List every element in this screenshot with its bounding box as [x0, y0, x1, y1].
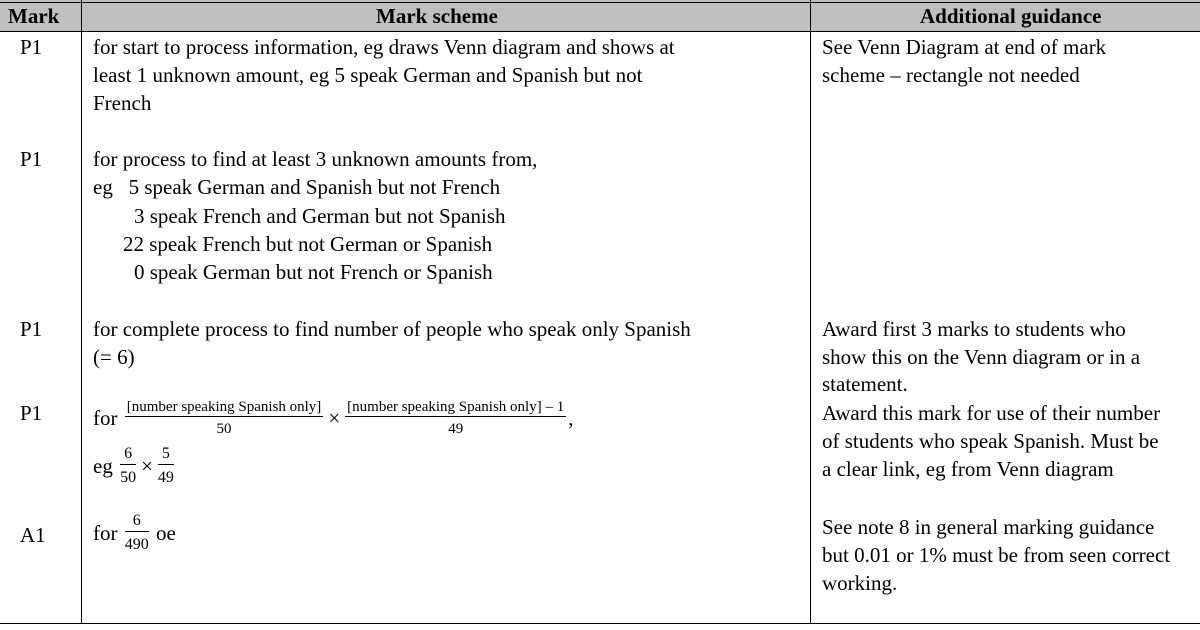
fraction-numerator: [number speaking Spanish only] – 1: [347, 399, 565, 415]
scheme-line: 3 speak French and German but not Spanish: [134, 204, 506, 228]
guidance-line: See note 8 in general marking guidance: [822, 515, 1155, 539]
scheme-line: French: [93, 91, 152, 115]
scheme-line: least 1 unknown amount, eg 5 speak German and Spanish but not: [93, 63, 643, 87]
scheme-line: 0 speak German but not French or Spanish: [134, 260, 493, 284]
scheme-line: 22 speak French but not German or Spanish: [123, 232, 493, 256]
fraction-numerator: [number speaking Spanish only]: [126, 399, 322, 415]
mark-code: A1: [20, 523, 46, 547]
mark-code: P1: [20, 401, 43, 425]
guidance-line: statement.: [822, 372, 908, 396]
fraction-spanish-minus-one-over-49: [345, 398, 566, 439]
probability-expression: [93, 398, 573, 439]
scheme-line: eg 5 speak German and Spanish but not French: [93, 175, 501, 199]
for-word: for: [93, 521, 118, 545]
fraction-denominator: 50: [216, 421, 232, 437]
for-word: for: [93, 406, 118, 430]
times-sign: ×: [328, 406, 341, 430]
guidance-line: See Venn Diagram at end of mark: [822, 35, 1107, 59]
fraction-denominator: 490: [124, 536, 149, 553]
guidance-line: of students who speak Spanish. Must be: [822, 429, 1159, 453]
guidance-line: but 0.01 or 1% must be from seen correct: [822, 543, 1171, 567]
times-sign: ×: [141, 454, 153, 478]
fraction-numerator: 6: [120, 444, 136, 465]
header-additional-guidance: Additional guidance: [920, 4, 1102, 28]
example-expression: [93, 444, 176, 489]
mark-code: P1: [20, 317, 43, 341]
scheme-line: for process to find at least 3 unknown amounts from,: [93, 147, 538, 171]
guidance-line: show this on the Venn diagram or in a: [822, 345, 1141, 369]
scheme-line: (= 6): [93, 345, 135, 369]
fraction-denominator: 49: [448, 421, 464, 437]
fraction-spanish-over-50: [125, 398, 324, 439]
header-mark-scheme: Mark scheme: [376, 4, 498, 28]
fraction-5-over-49: [158, 444, 174, 489]
fraction-numerator: 6: [125, 511, 149, 532]
fraction-denominator: 50: [120, 469, 137, 486]
header-mark: Mark: [8, 4, 60, 28]
mark-code: P1: [20, 35, 43, 59]
column-divider-guidance: [810, 0, 811, 624]
column-divider-mark: [81, 0, 82, 624]
final-answer-expression: [93, 511, 176, 556]
header-bottom-border: [0, 31, 1200, 32]
mark-code: P1: [20, 147, 43, 171]
guidance-line: working.: [822, 571, 898, 595]
oe-suffix: oe: [156, 521, 176, 545]
fraction-6-over-490: [125, 511, 149, 556]
comma: ,: [568, 406, 574, 430]
fraction-numerator: 5: [158, 444, 174, 465]
eg-word: eg: [93, 454, 113, 478]
table-bottom-border: [0, 623, 1200, 624]
guidance-line: scheme – rectangle not needed: [822, 63, 1080, 87]
guidance-line: a clear link, eg from Venn diagram: [822, 457, 1114, 481]
fraction-denominator: 49: [157, 469, 174, 486]
scheme-line: for start to process information, eg draws Venn diagram and shows at: [93, 35, 675, 59]
guidance-line: Award first 3 marks to students who: [822, 317, 1126, 341]
scheme-line: for complete process to find number of people who speak only Spanish: [93, 317, 691, 341]
guidance-line: Award this mark for use of their number: [822, 401, 1161, 425]
fraction-6-over-50: [120, 444, 136, 489]
